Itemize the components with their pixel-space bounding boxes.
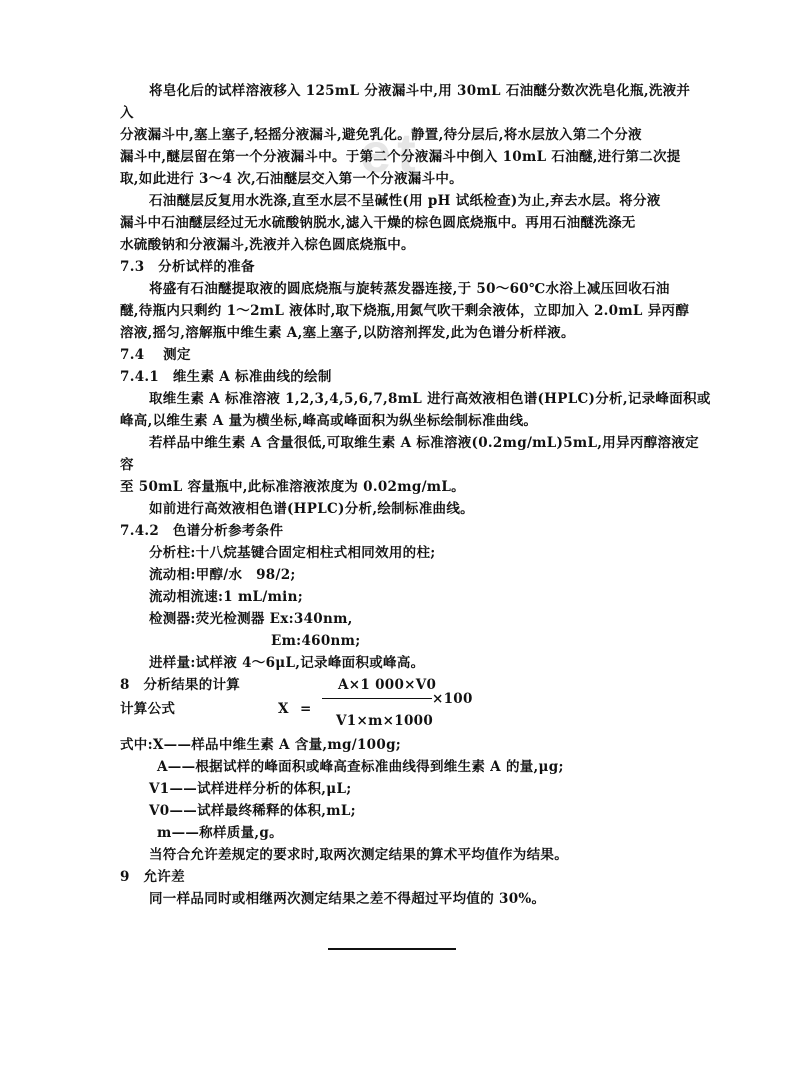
section-heading: 7.4 测定 (120, 347, 191, 363)
text-line: 入 (120, 105, 134, 121)
text-line: 石油醚层反复用水洗涤,直至水层不呈碱性(用 pH 试纸检查)为止,弃去水层。将分液 (149, 193, 661, 209)
text-line: 分液漏斗中,塞上塞子,轻摇分液漏斗,避免乳化。静置,待分层后,将水层放入第二个分液 (120, 127, 642, 143)
text-line: 同一样品同时或相继两次测定结果之差不得超过平均值的 30%。 (149, 891, 546, 907)
end-rule (328, 948, 456, 950)
section-heading: 7.4.1 维生素 A 标准曲线的绘制 (120, 369, 332, 385)
text-line: 将盛有石油醚提取液的圆底烧瓶与旋转蒸发器连接,于 50～60℃水浴上减压回收石油 (149, 281, 670, 297)
text-line: A——根据试样的峰面积或峰高查标准曲线得到维生素 A 的量,μg; (157, 759, 564, 775)
text-line: V1——试样进样分析的体积,μL; (149, 781, 352, 797)
text-line: 式中:X——样品中维生素 A 含量,mg/100g; (120, 737, 402, 753)
section-heading: 7.3 分析试样的准备 (120, 259, 255, 275)
text-line: 当符合允许差规定的要求时,取两次测定结果的算术平均值作为结果。 (149, 847, 568, 863)
text-line: Em:460nm; (271, 633, 361, 649)
formula-denominator: V1×m×1000 (336, 713, 434, 729)
section-heading: 8 分析结果的计算 (120, 677, 241, 693)
formula-equals: = (300, 701, 312, 717)
section-heading: 7.4.2 色谱分析参考条件 (120, 523, 284, 539)
text-line: m——称样质量,g。 (157, 825, 283, 841)
text-line: 峰高,以维生素 A 量为横坐标,峰高或峰面积为纵坐标绘制标准曲线。 (120, 413, 538, 429)
text-line: 取,如此进行 3～4 次,石油醚层交入第一个分液漏斗中。 (120, 171, 463, 187)
formula-multiplier: ×100 (432, 691, 473, 707)
text-line: V0——试样最终稀释的体积,mL; (149, 803, 356, 819)
formula-label: 计算公式 (120, 701, 176, 717)
text-line: 醚,待瓶内只剩约 1～2mL 液体时,取下烧瓶,用氮气吹干剩余液体，立即加入 2.0mL 异丙醇 (120, 303, 690, 319)
section-heading: 9 允许差 (120, 869, 185, 885)
text-line: 流动相流速:1 mL/min; (149, 589, 303, 605)
text-line: 取维生素 A 标准溶液 1,2,3,4,5,6,7,8mL 进行高效液相色谱(HPLC)分析,记录峰面积或 (149, 391, 711, 407)
text-line: 进样量:试样液 4～6μL,记录峰面积或峰高。 (149, 655, 425, 671)
fraction-bar (322, 698, 432, 699)
formula-numerator: A×1 000×V0 (338, 677, 437, 693)
text-line: 容 (120, 457, 134, 473)
formula-lhs: X (278, 701, 289, 717)
text-line: 检测器:荧光检测器 Ex:340nm, (149, 611, 353, 627)
text-line: 如前进行高效液相色谱(HPLC)分析,绘制标准曲线。 (149, 501, 474, 517)
text-line: 漏斗中,醚层留在第一个分液漏斗中。于第二个分液漏斗中倒入 10mL 石油醚,进行第二次提 (120, 149, 681, 165)
text-line: 分析柱:十八烷基键合固定相柱式相同效用的柱; (149, 545, 436, 561)
text-line: 流动相:甲醇/水 98/2; (149, 567, 296, 583)
text-line: 将皂化后的试样溶液移入 125mL 分液漏斗中,用 30mL 石油醚分数次洗皂化瓶,洗液并 (149, 83, 691, 99)
text-line: 至 50mL 容量瓶中,此标准溶液浓度为 0.02mg/mL。 (120, 479, 465, 495)
text-line: 若样品中维生素 A 含量很低,可取维生素 A 标准溶液(0.2mg/mL)5mL,用异丙醇溶液定 (149, 435, 699, 451)
text-line: 水硫酸钠和分液漏斗,洗液并入棕色圆底烧瓶中。 (120, 237, 415, 253)
text-line: 漏斗中石油醚层经过无水硫酸钠脱水,滤入干燥的棕色圆底烧瓶中。再用石油醚洗涤无 (120, 215, 636, 231)
watermark: et (360, 121, 422, 184)
text-line: 溶液,摇匀,溶解瓶中维生素 A,塞上塞子,以防溶剂挥发,此为色谱分析样液。 (120, 325, 575, 341)
